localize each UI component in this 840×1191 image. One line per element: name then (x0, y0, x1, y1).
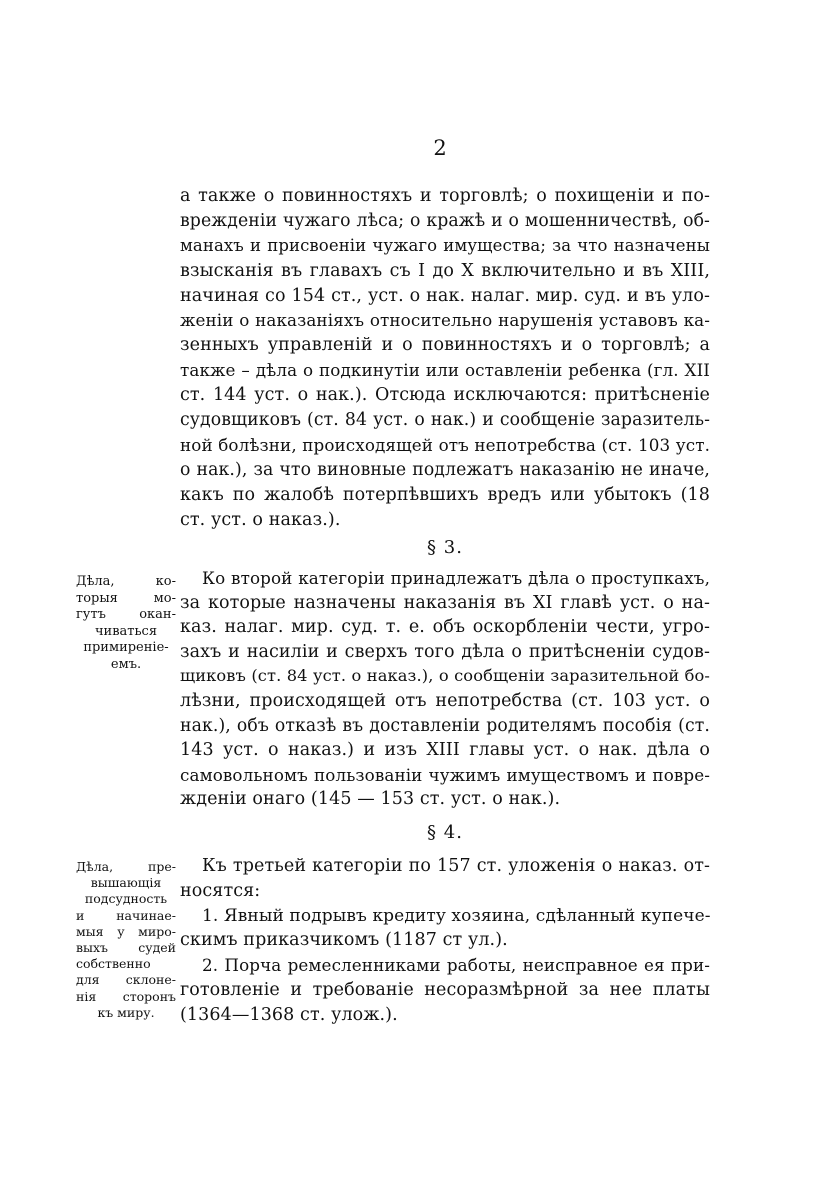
text-line: носятся: (180, 880, 261, 901)
page-number: 2 (433, 136, 447, 160)
text-line: а также о повинностяхъ и торговлѣ; о похищеніи и по- (180, 186, 710, 206)
margin-line: примиреніе- (83, 640, 169, 655)
margin-note-section-4 (76, 859, 176, 1021)
text-line: 1. Явный подрывъ кредиту хозяина, сдѣланный купече- (202, 905, 711, 926)
margin-line: подсудность (84, 891, 168, 907)
paragraph-section-3 (180, 566, 710, 812)
margin-note-section-3 (76, 574, 176, 673)
paragraph-continuation (180, 184, 710, 532)
text-line: 143 уст. о наказ.) и изъ XIII главы уст. о нак. дѣла о (180, 740, 710, 761)
text-line: за которые назначены наказанія въ XI главѣ уст. о на- (180, 592, 710, 613)
margin-line: къ миру. (97, 1004, 155, 1020)
text-line: о нак.), за что виновные подлежатъ наказанію не иначе, (180, 459, 710, 480)
margin-line: для склоне- (76, 972, 176, 988)
text-line: самовольномъ пользованіи чужимъ имуществомъ и повре- (180, 764, 710, 785)
text-line: лѣзни, происходящей отъ непотребства (ст. 103 уст. о (180, 690, 710, 711)
text-line: (1364—1368 ст. улож.). (180, 1004, 398, 1025)
text-line: взысканія въ главахъ съ I до X включительно и въ XIII, (180, 260, 710, 281)
section-4-heading: § 4. (427, 822, 463, 843)
text-line: готовленіе и требованіе несоразмѣрной за нее платы (180, 979, 710, 1000)
text-line: каз. налаг. мир. суд. т. е. объ оскорбленіи чести, угро- (180, 617, 710, 638)
text-line: какъ по жалобѣ потерпѣвшихъ вредъ или убытокъ (18 (180, 484, 710, 505)
text-line: ст. уст. о наказ.). (180, 509, 341, 530)
margin-line: собственно (76, 956, 151, 972)
text-line: нак.), объ отказѣ въ доставленіи родителямъ пособія (ст. (180, 715, 710, 736)
text-line: 2. Порча ремесленниками работы, неисправное ея при- (202, 955, 710, 976)
margin-line: торыя мо- (76, 590, 176, 606)
text-line: Ко второй категоріи принадлежатъ дѣла о проступкахъ, (202, 568, 710, 588)
text-line: щиковъ (ст. 84 уст. о наказ.), о сообщеніи заразительной бо- (180, 666, 710, 686)
margin-line: и начинае- (76, 907, 176, 923)
text-line: Къ третьей категоріи по 157 ст. уложенія о наказ. от- (202, 856, 710, 876)
margin-line: мыя у миро- (76, 923, 176, 939)
text-line: захъ и насиліи и сверхъ того дѣла о притѣсненіи судов- (180, 641, 710, 662)
text-line: ст. 144 уст. о нак.). Отсюда исключаются: притѣсненіе (180, 385, 710, 406)
text-line: начиная со 154 ст., уст. о нак. налаг. мир. суд. и въ уло- (180, 285, 710, 306)
text-line: женіи о наказаніяхъ относительно нарушенія уставовъ ка- (180, 310, 710, 331)
text-line: ной болѣзни, происходящей отъ непотребства (ст. 103 уст. (180, 434, 710, 455)
margin-line: Дѣла, пре- (76, 859, 176, 874)
margin-line: гутъ окан- (76, 607, 176, 622)
margin-line: Дѣла, ко- (76, 574, 176, 589)
margin-line: вышающія (90, 875, 162, 891)
section-3-heading: § 3. (427, 537, 463, 558)
text-line: также – дѣла о подкинутіи или оставленіи ребенка (гл. XII (180, 360, 710, 381)
text-line: жденіи онаго (145 — 153 ст. уст. о нак.). (180, 789, 561, 810)
text-line: судовщиковъ (ст. 84 уст. о нак.) и сообщеніе заразитель- (180, 410, 710, 431)
margin-line: чиваться (94, 623, 158, 639)
margin-line: емъ. (110, 656, 142, 672)
text-line: врежденіи чужаго лѣса; о кражѣ и о мошенничествѣ, об- (180, 210, 710, 231)
margin-line: выхъ судей (76, 940, 176, 956)
text-line: зенныхъ управленій и о повинностяхъ и о торговлѣ; а (180, 335, 710, 356)
text-line: скимъ приказчикомъ (1187 ст ул.). (180, 930, 508, 951)
margin-line: нія сторонъ (76, 988, 176, 1004)
paragraph-section-4 (180, 854, 710, 1028)
text-line: манахъ и присвоеніи чужаго имущества; за что назначены (180, 235, 710, 255)
